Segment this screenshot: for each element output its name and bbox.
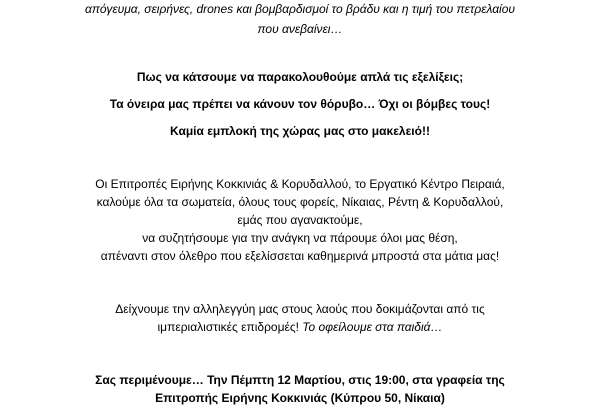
slogan-1: Πως να κάτσουμε να παρακολουθούμε απλά τις εξελίξεις; [136, 70, 464, 84]
intro-line-1: απόγευμα, σειρήνες, drones και βομβαρδισμοί το βράδυ και η τιμή του πετρελαίου [85, 2, 515, 16]
intro-line-2: που ανεβαίνει… [257, 22, 343, 36]
invitation-line-2: Επιτροπής Ειρήνης Κοκκινιάς (Κύπρου 50, Νίκαια) [155, 391, 445, 405]
call-line-2: καλούμε όλα τα σωματεία, όλους τους φορείς, Νίκαιας, Ρέντη & Κορυδαλλού, [96, 195, 504, 209]
call-line-1: Οι Επιτροπές Ειρήνης Κοκκινιάς & Κορυδαλλού, το Εργατικό Κέντρο Πειραιά, [95, 177, 505, 191]
call-line-5: απέναντι στον όλεθρο που εξελίσσεται καθημερινά μπροστά στα μάτια μας! [100, 249, 500, 263]
slogan-2: Τα όνειρα μας πρέπει να κάνουν τον θόρυβο… Όχι οι βόμβες τους! [109, 97, 491, 111]
invitation-line-1: Σας περιμένουμε… Την Πέμπτη 12 Μαρτίου, στις 19:00, στα γραφεία της [95, 373, 505, 387]
slogan-3: Καμία εμπλοκή της χώρας μας στο μακελειό!! [170, 124, 430, 138]
solidarity-line-2-regular: ιμπεριαλιστικές επιδρομές! [157, 320, 303, 334]
solidarity-line-2 [0, 320, 600, 335]
call-line-4: να συζητήσουμε για την ανάγκη να πάρουμε όλοι μας θέση, [142, 231, 458, 245]
solidarity-line-1: Δείχνουμε την αλληλεγγύη μας στους λαούς που δοκιμάζονται από τις [115, 302, 485, 316]
solidarity-line-2-italic: Το οφείλουμε στα παιδιά… [302, 320, 443, 334]
call-line-3: εμάς που αγανακτούμε, [237, 213, 363, 227]
